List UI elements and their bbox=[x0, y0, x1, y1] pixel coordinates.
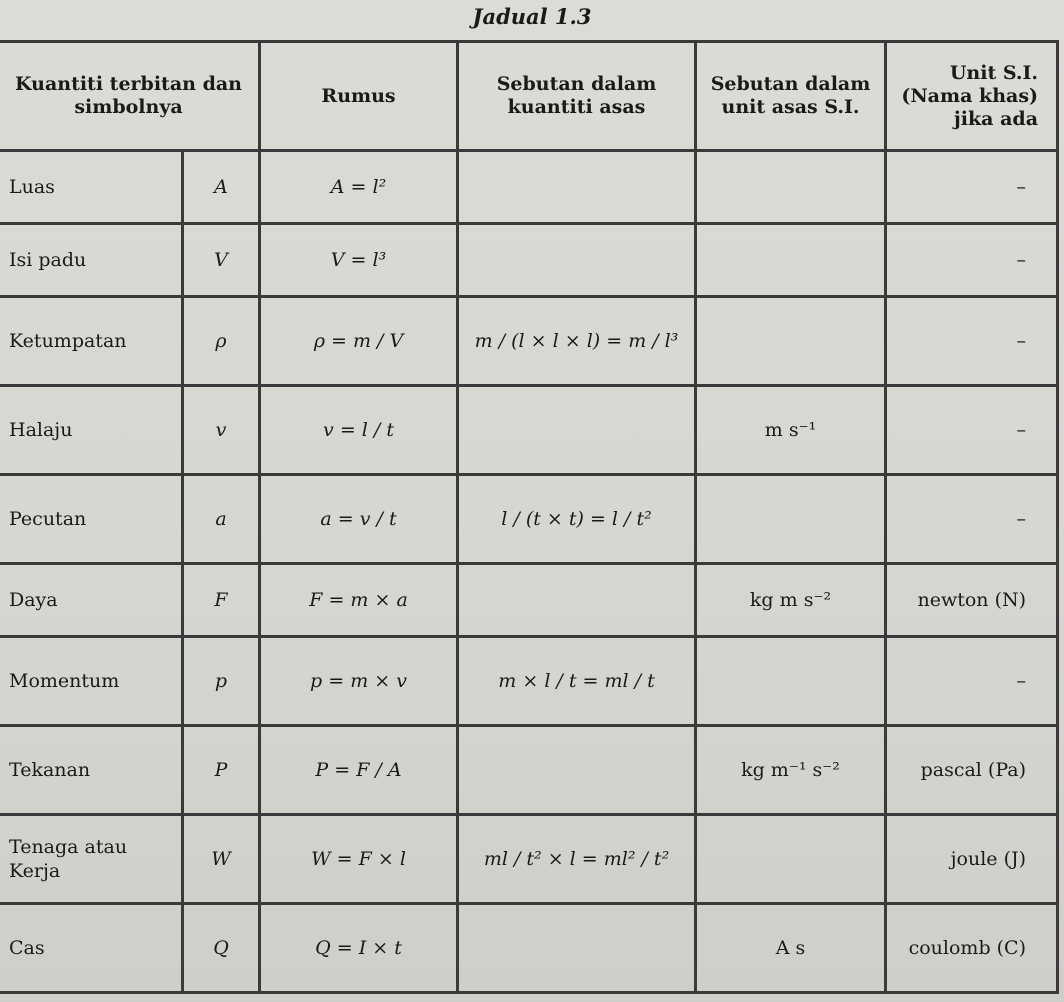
table-row bbox=[0, 475, 1058, 564]
table-row bbox=[0, 151, 1058, 224]
formula-cell: V = l³ bbox=[260, 224, 458, 297]
quantity-name: Daya bbox=[0, 564, 183, 637]
si-unit-cell: – bbox=[886, 297, 1058, 386]
basic-quantity-cell bbox=[458, 224, 696, 297]
basic-unit-cell bbox=[696, 151, 886, 224]
basic-quantity-cell bbox=[458, 151, 696, 224]
header-si-unit: Unit S.I. (Nama khas) jika ada bbox=[886, 42, 1058, 151]
formula-cell: A = l² bbox=[260, 151, 458, 224]
si-unit-cell: coulomb (C) bbox=[886, 904, 1058, 993]
quantity-symbol: W bbox=[183, 815, 260, 904]
header-formula: Rumus bbox=[260, 42, 458, 151]
si-unit-cell: – bbox=[886, 386, 1058, 475]
formula-cell: p = m × v bbox=[260, 637, 458, 726]
basic-quantity-cell bbox=[458, 904, 696, 993]
basic-quantity-cell bbox=[458, 726, 696, 815]
quantity-name: Tenaga atau Kerja bbox=[0, 815, 183, 904]
table-row bbox=[0, 637, 1058, 726]
header-quantity: Kuantiti terbitan dan simbolnya bbox=[0, 42, 260, 151]
table-row bbox=[0, 224, 1058, 297]
formula-cell: Q = I × t bbox=[260, 904, 458, 993]
quantity-symbol: Q bbox=[183, 904, 260, 993]
basic-quantity-cell bbox=[458, 564, 696, 637]
quantity-symbol: a bbox=[183, 475, 260, 564]
basic-unit-cell: m s⁻¹ bbox=[696, 386, 886, 475]
header-basic-units: Sebutan dalam unit asas S.I. bbox=[696, 42, 886, 151]
derived-quantities-table bbox=[0, 40, 1059, 994]
si-unit-cell: – bbox=[886, 224, 1058, 297]
table-row bbox=[0, 386, 1058, 475]
quantity-name: Pecutan bbox=[0, 475, 183, 564]
quantity-name: Halaju bbox=[0, 386, 183, 475]
basic-unit-cell: kg m⁻¹ s⁻² bbox=[696, 726, 886, 815]
quantity-name: Tekanan bbox=[0, 726, 183, 815]
si-unit-cell: joule (J) bbox=[886, 815, 1058, 904]
header-row bbox=[0, 42, 1058, 151]
quantity-symbol: P bbox=[183, 726, 260, 815]
table-row bbox=[0, 726, 1058, 815]
quantity-symbol: ρ bbox=[183, 297, 260, 386]
basic-unit-cell bbox=[696, 224, 886, 297]
table-row bbox=[0, 904, 1058, 993]
table-row bbox=[0, 815, 1058, 904]
basic-quantity-cell: l / (t × t) = l / t² bbox=[458, 475, 696, 564]
formula-cell: F = m × a bbox=[260, 564, 458, 637]
formula-cell: v = l / t bbox=[260, 386, 458, 475]
formula-cell: W = F × l bbox=[260, 815, 458, 904]
quantity-name: Momentum bbox=[0, 637, 183, 726]
quantity-symbol: p bbox=[183, 637, 260, 726]
header-basic-quantities: Sebutan dalam kuantiti asas bbox=[458, 42, 696, 151]
quantity-name: Luas bbox=[0, 151, 183, 224]
formula-cell: ρ = m / V bbox=[260, 297, 458, 386]
quantity-symbol: v bbox=[183, 386, 260, 475]
table-row bbox=[0, 564, 1058, 637]
si-unit-cell: newton (N) bbox=[886, 564, 1058, 637]
basic-unit-cell bbox=[696, 815, 886, 904]
basic-unit-cell: kg m s⁻² bbox=[696, 564, 886, 637]
basic-unit-cell bbox=[696, 637, 886, 726]
basic-quantity-cell: m / (l × l × l) = m / l³ bbox=[458, 297, 696, 386]
basic-unit-cell bbox=[696, 297, 886, 386]
si-unit-cell: – bbox=[886, 637, 1058, 726]
basic-quantity-cell bbox=[458, 386, 696, 475]
formula-cell: a = v / t bbox=[260, 475, 458, 564]
quantity-name: Cas bbox=[0, 904, 183, 993]
si-unit-cell: – bbox=[886, 475, 1058, 564]
basic-quantity-cell: ml / t² × l = ml² / t² bbox=[458, 815, 696, 904]
si-unit-cell: – bbox=[886, 151, 1058, 224]
quantity-symbol: V bbox=[183, 224, 260, 297]
quantity-name: Isi padu bbox=[0, 224, 183, 297]
quantity-symbol: A bbox=[183, 151, 260, 224]
formula-cell: P = F / A bbox=[260, 726, 458, 815]
table-row bbox=[0, 297, 1058, 386]
si-unit-cell: pascal (Pa) bbox=[886, 726, 1058, 815]
basic-unit-cell: A s bbox=[696, 904, 886, 993]
table-caption: Jadual 1.3 bbox=[472, 4, 592, 29]
basic-unit-cell bbox=[696, 475, 886, 564]
basic-quantity-cell: m × l / t = ml / t bbox=[458, 637, 696, 726]
quantity-name: Ketumpatan bbox=[0, 297, 183, 386]
quantity-symbol: F bbox=[183, 564, 260, 637]
